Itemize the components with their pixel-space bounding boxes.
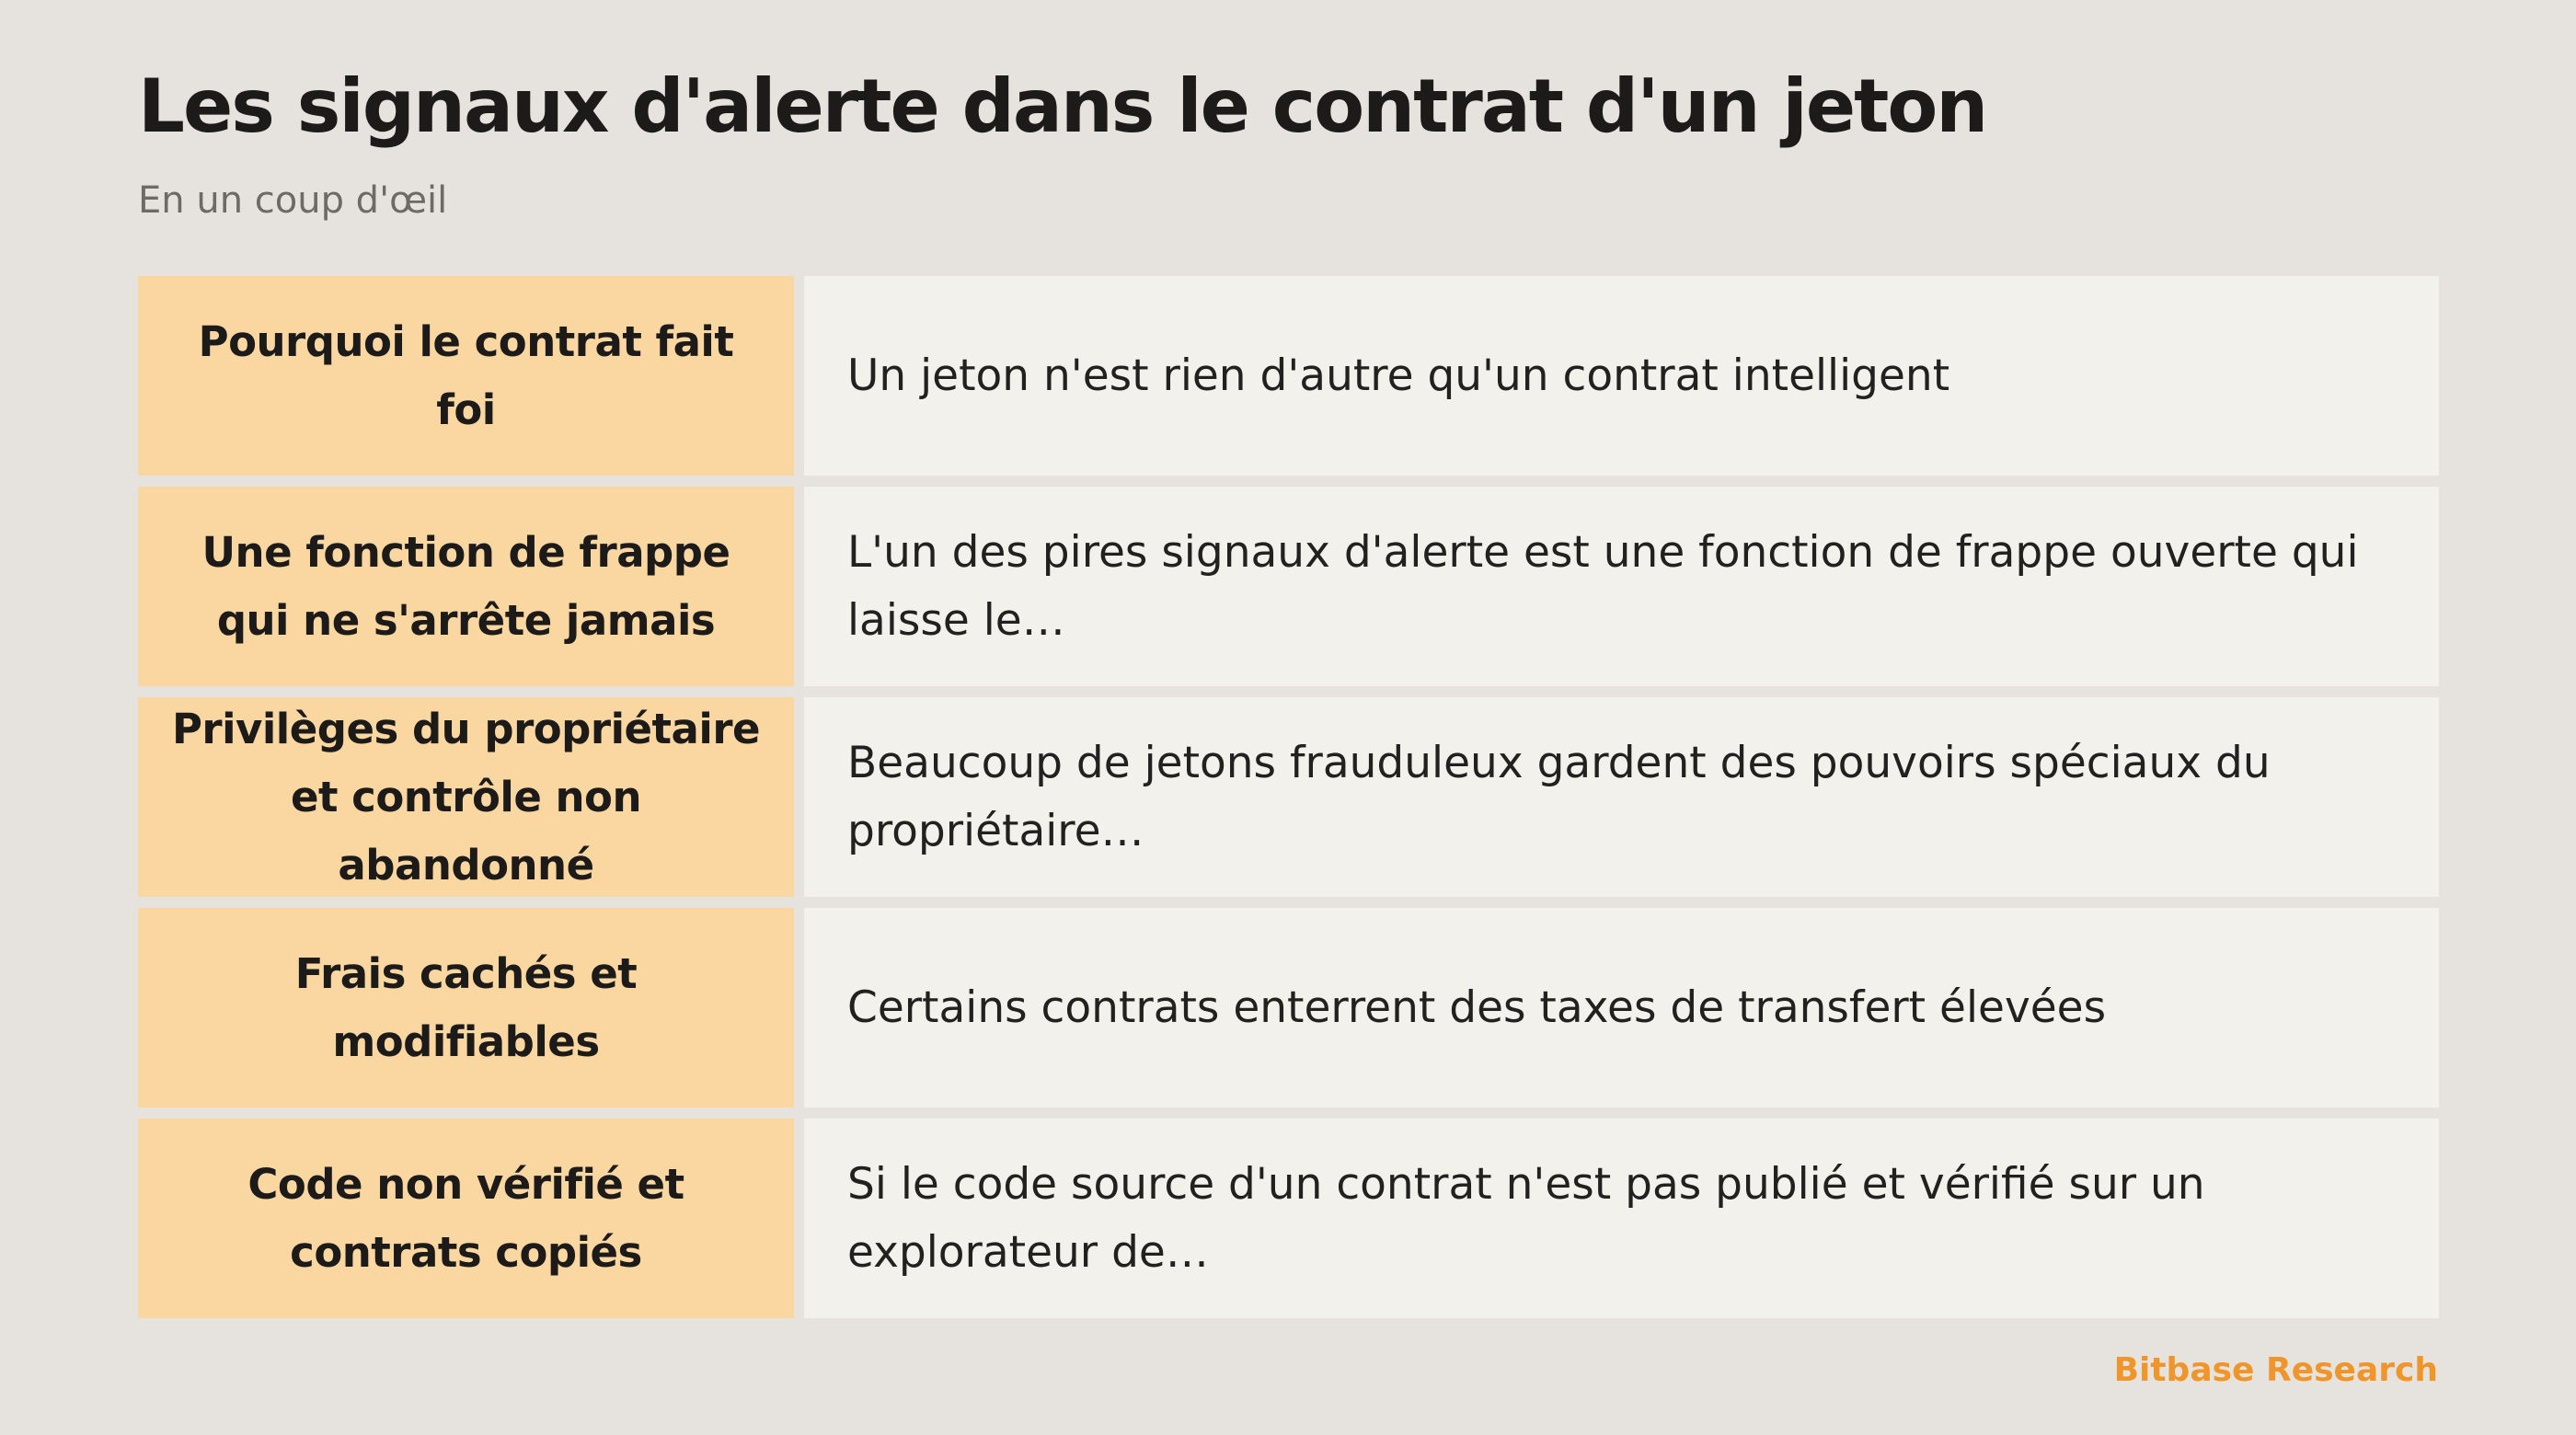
row-label: Une fonction de frappe qui ne s'arrête jamais	[138, 487, 794, 686]
row-description: Certains contrats enterrent des taxes de transfert élevées	[804, 908, 2439, 1108]
table-row	[138, 1119, 2439, 1318]
row-description: L'un des pires signaux d'alerte est une fonction de frappe ouverte qui laisse le…	[804, 487, 2439, 686]
table-row	[138, 908, 2439, 1108]
brand-footer: Bitbase Research	[2113, 1351, 2438, 1389]
table-row	[138, 487, 2439, 686]
table-row	[138, 276, 2439, 476]
row-label: Pourquoi le contrat fait foi	[138, 276, 794, 476]
row-description: Si le code source d'un contrat n'est pas publié et vérifié sur un explorateur de…	[804, 1119, 2439, 1318]
row-description: Un jeton n'est rien d'autre qu'un contrat intelligent	[804, 276, 2439, 476]
table-row	[138, 697, 2439, 897]
page-title: Les signaux d'alerte dans le contrat d'un jeton	[138, 63, 1987, 149]
red-flags-table	[138, 276, 2439, 1318]
row-label: Code non vérifié et contrats copiés	[138, 1119, 794, 1318]
row-description: Beaucoup de jetons frauduleux gardent des pouvoirs spéciaux du propriétaire…	[804, 697, 2439, 897]
row-label: Frais cachés et modifiables	[138, 908, 794, 1108]
row-label: Privilèges du propriétaire et contrôle non abandonné	[138, 697, 794, 897]
page-subtitle: En un coup d'œil	[138, 179, 448, 222]
